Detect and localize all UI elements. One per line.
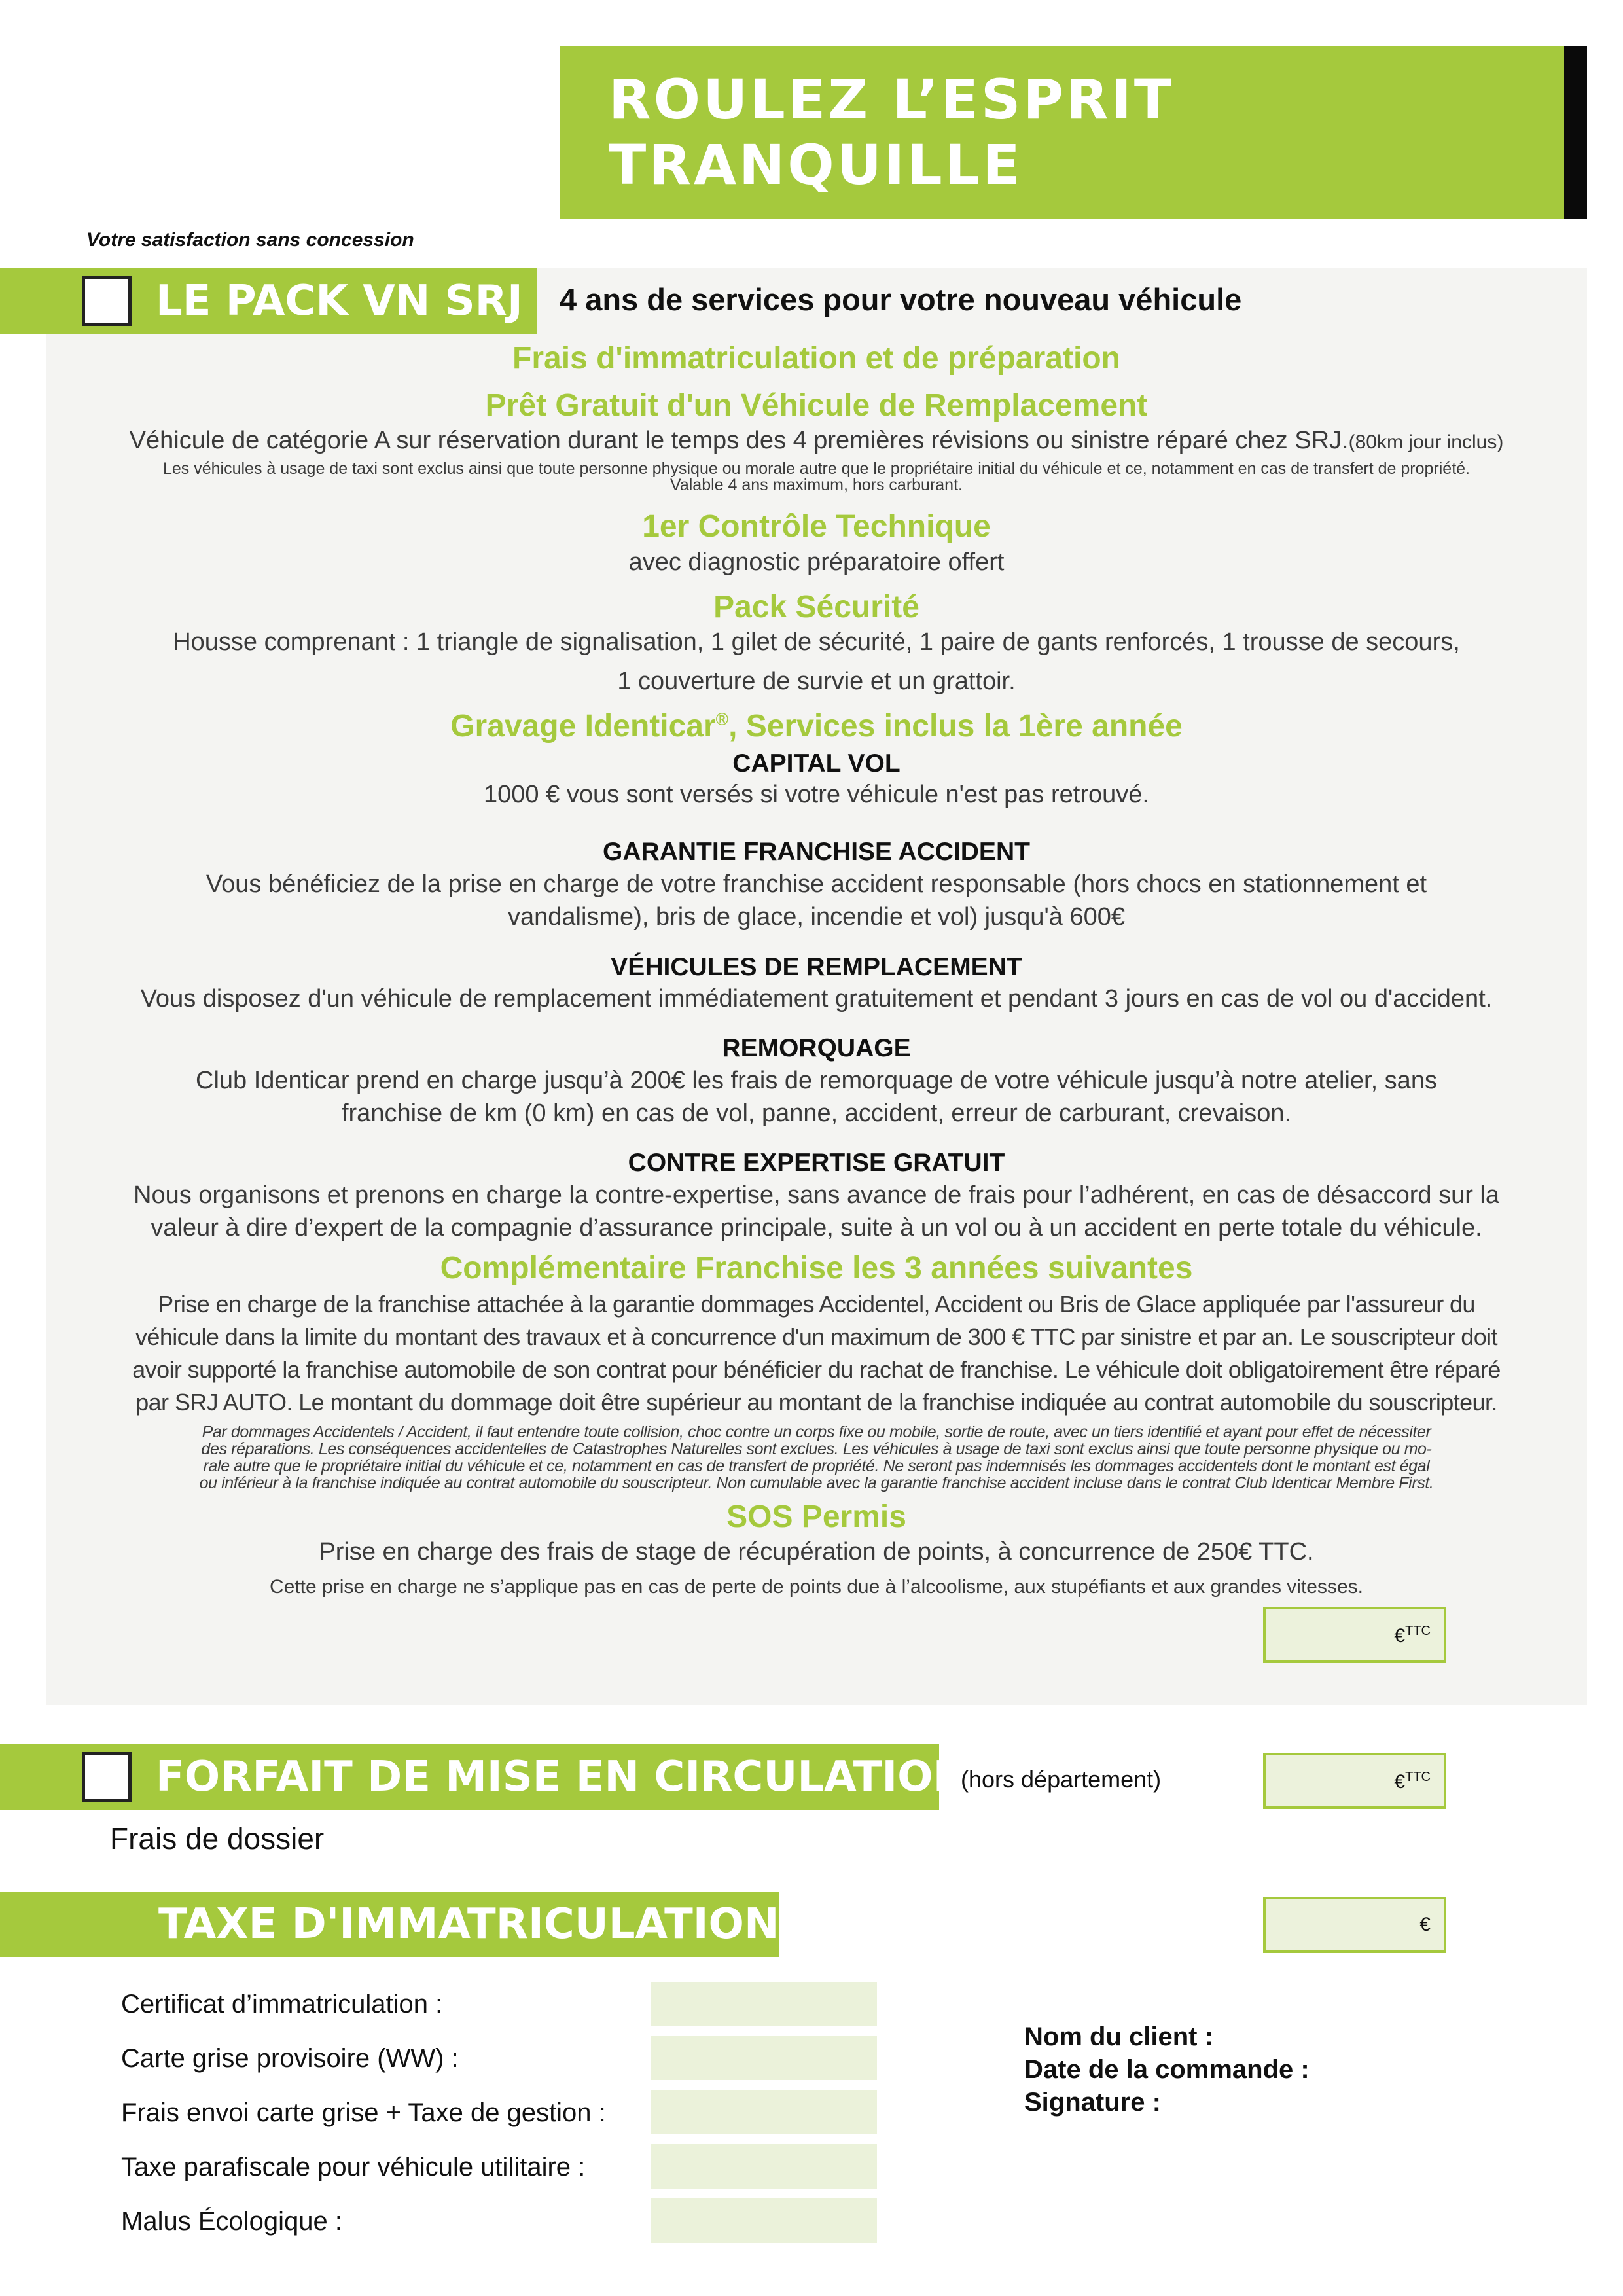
pret-note-1: Les véhicules à usage de taxi sont exclus ainsi que toute personne physique ou morale autre que le propriétaire initial du véhicule et ce, notamment en cas de transfert de propriété.	[162, 459, 1471, 478]
client-name-label: Nom du client :	[1024, 2022, 1213, 2051]
order-date-label: Date de la commande :	[1024, 2055, 1310, 2084]
vr-text: Vous disposez d'un véhicule de remplacement immédiatement gratuitement et pendant 3 jours en cas de vol ou d'accident.	[140, 985, 1493, 1013]
frais-title: Frais d'immatriculation et de préparation	[512, 341, 1120, 376]
remorquage-text-2: franchise de km (0 km) en cas de vol, panne, accident, erreur de carburant, crevaison.	[341, 1100, 1292, 1127]
compl-text-1: Prise en charge de la franchise attachée à la garantie dommages Accidentel, Accident ou Bris de Glace appliquée par l'assureur du	[158, 1291, 1475, 1318]
forfait-section-title: FORFAIT DE MISE EN CIRCULATION	[156, 1753, 969, 1801]
frais-dossier-label: Frais de dossier	[110, 1821, 325, 1856]
form-field-certificat[interactable]	[651, 1982, 877, 2026]
gravage-title-a: Gravage Identicar	[450, 709, 716, 744]
pack-subtitle: 4 ans de services pour votre nouveau véhicule	[560, 282, 1242, 317]
securite-text-2: 1 couverture de survie et un grattoir.	[617, 668, 1016, 695]
forfait-price-field[interactable]	[1263, 1753, 1446, 1809]
forfait-price-currency: €$^{TTC}$	[1394, 1770, 1431, 1793]
compl-fine-2: des réparations. Les conséquences accidentelles de Catastrophes Naturelles sont exclues. Les véhicules à usage de taxi sont exclus ainsi que toute personne physique ou mo-	[201, 1440, 1432, 1458]
form-label-malus: Malus Écologique :	[121, 2207, 342, 2236]
page-title-line2: TRANQUILLE	[609, 133, 1023, 197]
gravage-title	[65, 708, 1567, 744]
form-label-frais-envoi: Frais envoi carte grise + Taxe de gestion :	[121, 2098, 606, 2127]
pack-price-currency: €$^{TTC}$	[1394, 1624, 1431, 1647]
compl-fine-1: Par dommages Accidentels / Accident, il faut entendre toute collision, choc contre un corps fixe ou mobile, sortie de route, avec un tiers identifié et ayant pour effet de nécessiter	[202, 1423, 1431, 1441]
pret-text-main: Véhicule de catégorie A sur réservation durant le temps des 4 premières révisions ou sinistre réparé chez SRJ.	[129, 427, 1349, 454]
form-field-taxe-parafiscale[interactable]	[651, 2144, 877, 2189]
securite-title: Pack Sécurité	[713, 590, 919, 624]
form-field-malus[interactable]	[651, 2198, 877, 2243]
compl-text-3: avoir supporté la franchise automobile de son contrat pour bénéficier du rachat de franchise. Le véhicule doit obligatoirement être réparé	[132, 1356, 1501, 1383]
compl-text-2: véhicule dans la limite du montant des travaux et à concurrence d'un maximum de 300 € TTC par sinistre et par an. Le souscripteur doit	[135, 1323, 1497, 1350]
form-label-carte-provisoire: Carte grise provisoire (WW) :	[121, 2044, 459, 2073]
vr-title: VÉHICULES DE REMPLACEMENT	[611, 953, 1022, 981]
page-title-line1: ROULEZ L’ESPRIT	[609, 67, 1175, 132]
taxe-section-title: TAXE D'IMMATRICULATION	[158, 1900, 779, 1948]
sos-text: Prise en charge des frais de stage de récupération de points, à concurrence de 250€ TTC.	[319, 1538, 1314, 1566]
pret-note-2: Valable 4 ans maximum, hors carburant.	[670, 476, 963, 494]
forfait-checkbox[interactable]	[82, 1752, 132, 1802]
gravage-title-b: , Services inclus la 1ère année	[728, 709, 1183, 744]
forfait-note: (hors département)	[961, 1766, 1162, 1793]
franchise-text-1: Vous bénéficiez de la prise en charge de votre franchise accident responsable (hors chocs en stationnement et	[205, 870, 1427, 898]
sos-title: SOS Permis	[726, 1499, 906, 1534]
form-label-certificat: Certificat d’immatriculation :	[121, 1990, 443, 2018]
form-field-carte-provisoire[interactable]	[651, 2036, 877, 2080]
franchise-title: GARANTIE FRANCHISE ACCIDENT	[603, 838, 1030, 866]
expertise-title: CONTRE EXPERTISE GRATUIT	[628, 1149, 1005, 1177]
form-label-taxe-parafiscale: Taxe parafiscale pour véhicule utilitaire :	[121, 2153, 586, 2181]
expertise-text-2: valeur à dire d’expert de la compagnie d’assurance principale, suite à un vol ou à un accident en perte totale du véhicule.	[151, 1214, 1482, 1242]
pret-text-small: (80km jour inclus)	[1348, 431, 1504, 453]
capital-text: 1000 € vous sont versés si votre véhicule n'est pas retrouvé.	[484, 781, 1149, 808]
pack-section-title: LE PACK VN SRJ	[156, 277, 523, 325]
compl-text-4: par SRJ AUTO. Le montant du dommage doit être supérieur au montant de la franchise indiquée au contrat automobile du souscripteur.	[135, 1389, 1497, 1416]
pret-text	[65, 427, 1567, 455]
compl-fine-3: rale autre que le propriétaire initial du véhicule et ce, notamment en cas de transfert de propriété. Ne seront pas indemnisés les dommages accidentels dont le montant est égal	[203, 1457, 1430, 1475]
franchise-text-2: vandalisme), bris de glace, incendie et vol) jusqu'à 600€	[507, 903, 1126, 931]
pack-checkbox[interactable]	[82, 276, 132, 326]
sos-note: Cette prise en charge ne s’applique pas en cas de perte de points due à l’alcoolisme, aux stupéfiants et aux grandes vitesses.	[269, 1576, 1364, 1598]
header-accent-bar	[1564, 46, 1587, 219]
securite-text-1: Housse comprenant : 1 triangle de signalisation, 1 gilet de sécurité, 1 paire de gants renforcés, 1 trousse de secours,	[173, 628, 1460, 656]
compl-fine-4: ou inférieur à la franchise indiquée au contrat automobile du souscripteur. Non cumulable avec la garantie franchise accident incluse dans le contrat Club Identicar Membre First.	[199, 1474, 1434, 1492]
pack-price-field[interactable]	[1263, 1607, 1446, 1663]
registered-mark: ®	[715, 709, 729, 729]
capital-title: CAPITAL VOL	[732, 749, 901, 778]
ct-text: avec diagnostic préparatoire offert	[628, 548, 1005, 576]
signature-label: Signature :	[1024, 2088, 1161, 2117]
page-title	[609, 67, 1525, 198]
compl-title: Complémentaire Franchise les 3 années suivantes	[440, 1251, 1193, 1285]
ct-title: 1er Contrôle Technique	[642, 509, 991, 544]
taxe-price-field[interactable]	[1263, 1897, 1446, 1953]
form-field-frais-envoi[interactable]	[651, 2090, 877, 2134]
expertise-text-1: Nous organisons et prenons en charge la contre-expertise, sans avance de frais pour l’adhérent, en cas de désaccord sur la	[134, 1181, 1499, 1209]
remorquage-text-1: Club Identicar prend en charge jusqu’à 200€ les frais de remorquage de votre véhicule jusqu’à notre atelier, sans	[196, 1067, 1437, 1094]
pret-title: Prêt Gratuit d'un Véhicule de Remplacement	[485, 388, 1148, 423]
remorquage-title: REMORQUAGE	[722, 1034, 911, 1062]
tagline: Votre satisfaction sans concession	[86, 229, 414, 251]
taxe-price-currency: €	[1419, 1914, 1431, 1935]
